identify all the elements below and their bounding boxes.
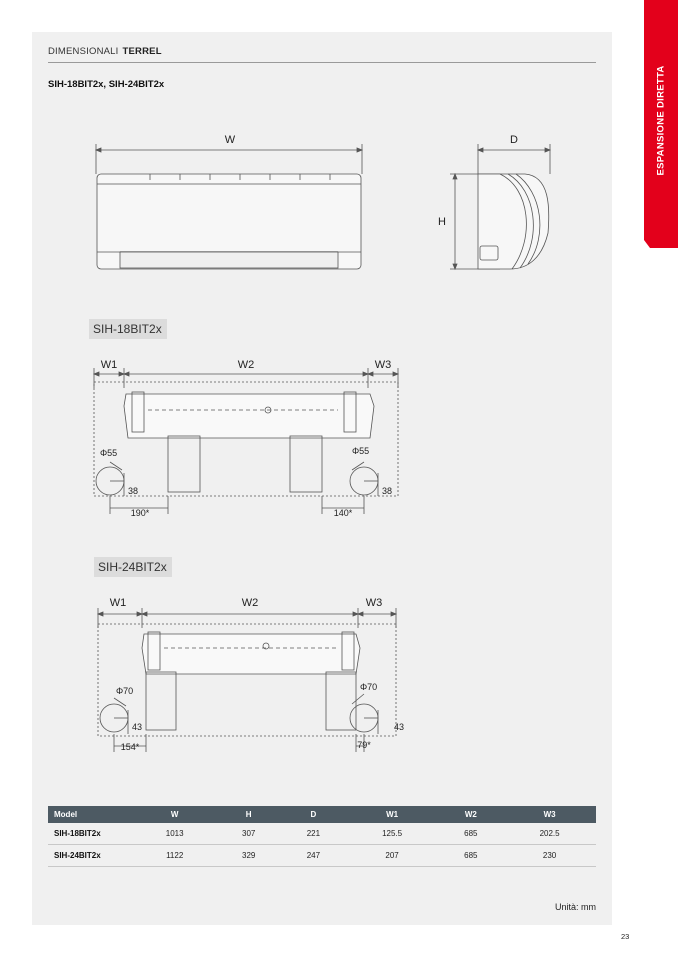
install-18-model-tag: SIH-18BIT2x: [89, 319, 167, 339]
install-18-height-right: 38: [382, 486, 393, 496]
install-24-offset-right: 79*: [357, 740, 371, 750]
install-18-pipe-left: Φ55: [100, 448, 118, 458]
table-cell: 685: [438, 845, 503, 867]
table-header: Model: [48, 806, 133, 823]
install-18-offset-right: 140*: [333, 508, 353, 518]
install-18-w2-label: W2: [237, 359, 255, 371]
table-cell: 329: [216, 845, 281, 867]
install-24-w1-label: W1: [109, 597, 127, 609]
install-24-w3-label: W3: [365, 597, 383, 609]
install-plate-18-drawing: [88, 348, 418, 528]
table-cell: 125.5: [346, 823, 439, 845]
table-header: H: [216, 806, 281, 823]
install-24-height-left: 43: [132, 722, 143, 732]
table-cell: 1122: [133, 845, 216, 867]
table-cell: 1013: [133, 823, 216, 845]
install-18-w1-label: W1: [100, 359, 118, 371]
table-cell: 221: [281, 823, 346, 845]
table-header-row: [48, 806, 596, 823]
unit-dimension-drawing: [80, 128, 580, 278]
install-plate-24-drawing: [90, 590, 420, 760]
header-product: TERREL: [122, 46, 162, 57]
install-24-offset-left: 154*: [120, 742, 140, 752]
height-label: H: [438, 216, 446, 228]
table-cell: 230: [503, 845, 596, 867]
header-section: DIMENSIONALI: [48, 46, 119, 57]
table-cell: 307: [216, 823, 281, 845]
table-header: W3: [503, 806, 596, 823]
table-cell: 685: [438, 823, 503, 845]
install-18-height-left: 38: [128, 486, 139, 496]
models-title: SIH-18BIT2x, SIH-24BIT2x: [48, 79, 165, 90]
install-24-height-right: 43: [394, 722, 405, 732]
page-number: 23: [621, 932, 630, 941]
width-label: W: [224, 134, 236, 146]
dimensions-table: [48, 806, 596, 867]
install-24-pipe-right: Φ70: [360, 682, 378, 692]
install-24-w2-label: W2: [241, 597, 259, 609]
table-row: [48, 845, 596, 867]
table-header: W: [133, 806, 216, 823]
table-cell: SIH-18BIT2x: [48, 823, 133, 845]
table-cell: 247: [281, 845, 346, 867]
side-tab-label: ESPANSIONE DIRETTA: [655, 64, 667, 176]
unit-note: Unità: mm: [554, 902, 596, 912]
depth-label: D: [510, 134, 518, 146]
install-18-offset-left: 190*: [130, 508, 150, 518]
install-18-pipe-right: Φ55: [352, 446, 370, 456]
table-header: W1: [346, 806, 439, 823]
install-24-model-tag: SIH-24BIT2x: [94, 557, 172, 577]
table-cell: SIH-24BIT2x: [48, 845, 133, 867]
table-cell: 207: [346, 845, 439, 867]
table-header: D: [281, 806, 346, 823]
install-18-w3-label: W3: [374, 359, 392, 371]
table-row: [48, 823, 596, 845]
install-24-pipe-left: Φ70: [116, 686, 134, 696]
side-tab: [644, 0, 678, 240]
table-header: W2: [438, 806, 503, 823]
table-cell: 202.5: [503, 823, 596, 845]
page-header: [48, 46, 596, 63]
